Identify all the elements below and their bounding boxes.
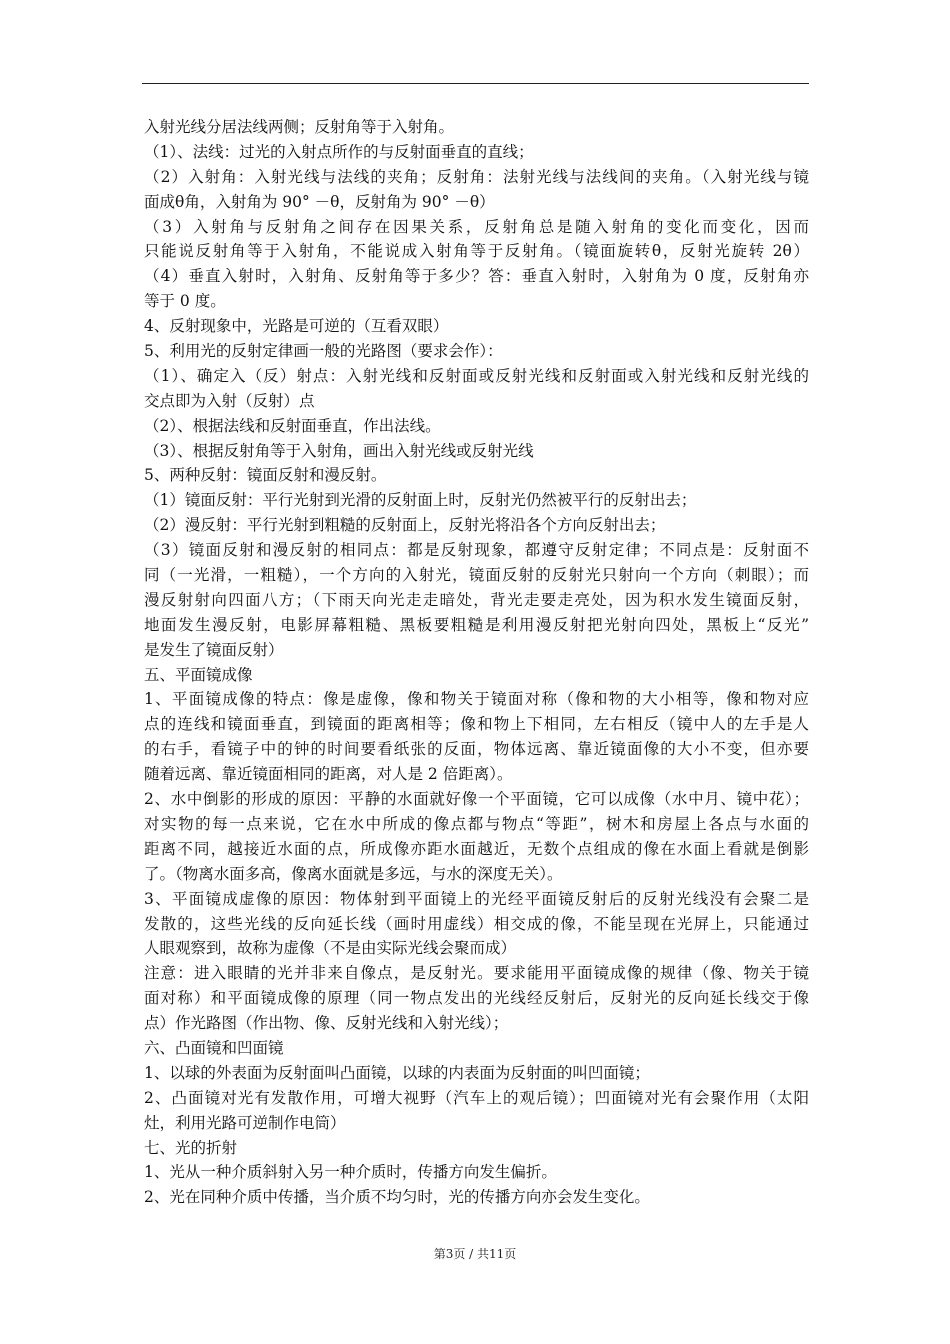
- text-line: 3、平面镜成虚像的原因：物体射到平面镜上的光经平面镜反射后的反射光线没有会聚二是: [144, 889, 809, 908]
- text-line: （3）镜面反射和漫反射的相同点：都是反射现象，都遵守反射定律；不同点是：反射面不: [144, 541, 809, 560]
- text-line: 人眼观察到，故称为虚像（不是由实际光线会聚而成）: [144, 939, 517, 958]
- text-line: （2）、根据法线和反射面垂直，作出法线。: [144, 416, 441, 435]
- text-line: 点）作光路图（作出物、像、反射光线和入射光线）；: [144, 1014, 509, 1033]
- text-line: 入射光线分居法线两侧；反射角等于入射角。: [144, 118, 455, 136]
- page-footer: [0, 1246, 950, 1262]
- text-line: 5、利用光的反射定律画一般的光路图（要求会作）：: [144, 342, 503, 361]
- text-line: 同（一光滑，一粗糙），一个方向的入射光，镜面反射的反射光只射向一个方向（刺眼）；而: [144, 566, 809, 585]
- text-line: 灶，利用光路可逆制作电筒）: [144, 1113, 346, 1132]
- text-line: （2）入射角：入射光线与法线的夹角；反射角：法射光线与法线间的夹角。（入射光线与镜: [144, 167, 809, 186]
- text-line: 点的连线和镜面垂直，到镜面的距离相等；像和物上下相同，左右相反（镜中人的左手是人: [144, 715, 809, 734]
- text-line: 发散的，这些光线的反向延长线（画时用虚线）相交成的像，不能呈现在光屏上，只能通过: [144, 914, 809, 933]
- text-line: 2、光在同种介质中传播，当介质不均匀时，光的传播方向亦会发生变化。: [144, 1188, 650, 1207]
- text-line: 2、水中倒影的形成的原因：平静的水面就好像一个平面镜，它可以成像（水中月、镜中花）；: [144, 790, 809, 809]
- page-number: 第3页 / 共11页: [433, 1247, 517, 1261]
- text-line: 等于 0 度。: [144, 292, 226, 311]
- text-line: 六、凸面镜和凹面镜: [144, 1038, 284, 1057]
- text-line: （3）入射角与反射角之间存在因果关系，反射角总是随入射角的变化而变化，因而: [144, 217, 809, 236]
- text-line: 是发生了镜面反射）: [144, 640, 284, 659]
- text-line: （3）、根据反射角等于入射角，画出入射光线或反射光线: [144, 441, 534, 460]
- text-line: 4、反射现象中，光路是可逆的（互看双眼）: [144, 317, 449, 336]
- text-line: 对实物的每一点来说，它在水中所成的像点都与物点“等距”，树木和房屋上各点与水面的: [144, 814, 809, 833]
- header-rule: [142, 83, 809, 84]
- text-line: 面对称）和平面镜成像的原理（同一物点发出的光线经反射后，反射光的反向延长线交于像: [144, 989, 809, 1008]
- text-line: 注意：进入眼睛的光并非来自像点，是反射光。要求能用平面镜成像的规律（像、物关于镜: [144, 964, 809, 983]
- text-line: 地面发生漫反射，电影屏幕粗糙、黑板要粗糙是利用漫反射把光射向四处，黑板上“反光”: [144, 615, 809, 634]
- text-line: 五、平面镜成像: [144, 665, 253, 684]
- text-line: 了。（物离水面多高，像离水面就是多远，与水的深度无关）。: [144, 864, 563, 883]
- text-line: 漫反射射向四面八方；（下雨天向光走走暗处，背光走要走亮处，因为积水发生镜面反射，: [144, 590, 809, 609]
- text-line: 只能说反射角等于入射角，不能说成入射角等于反射角。（镜面旋转θ，反射光旋转 2θ）: [144, 242, 809, 261]
- text-line: 1、平面镜成像的特点：像是虚像，像和物关于镜面对称（像和物的大小相等，像和物对应: [144, 690, 809, 709]
- text-line: （1）、确定入（反）射点：入射光线和反射面或反射光线和反射面或入射光线和反射光线的: [144, 366, 809, 385]
- text-line: 随着远离、靠近镜面相同的距离，对人是 2 倍距离）。: [144, 765, 513, 784]
- text-line: （1）镜面反射：平行光射到光滑的反射面上时，反射光仍然被平行的反射出去；: [144, 491, 697, 510]
- text-line: （1）、法线：过光的入射点所作的与反射面垂直的直线；: [144, 142, 534, 161]
- document-body: [144, 115, 809, 1210]
- text-line: 距离不同，越接近水面的点，所成像亦距水面越近，无数个点组成的像在水面上看就是倒影: [144, 839, 809, 858]
- text-line: （2）漫反射：平行光射到粗糙的反射面上，反射光将沿各个方向反射出去；: [144, 516, 666, 535]
- text-line: 5、两种反射：镜面反射和漫反射。: [144, 466, 387, 485]
- text-line: 2、凸面镜对光有发散作用，可增大视野（汽车上的观后镜）；凹面镜对光有会聚作用（太阳: [144, 1088, 809, 1107]
- text-line: 的右手，看镜子中的钟的时间要看纸张的反面，物体远离、靠近镜面像的大小不变，但亦要: [144, 740, 809, 759]
- text-line: 交点即为入射（反射）点: [144, 391, 315, 410]
- text-line: （4）垂直入射时，入射角、反射角等于多少？答：垂直入射时，入射角为 0 度，反射角亦: [144, 267, 809, 286]
- text-line: 面成θ角，入射角为 90° －θ，反射角为 90° －θ）: [144, 192, 495, 211]
- text-line: 1、以球的外表面为反射面叫凸面镜，以球的内表面为反射面的叫凹面镜；: [144, 1063, 650, 1082]
- text-line: 1、光从一种介质斜射入另一种介质时，传播方向发生偏折。: [144, 1163, 557, 1182]
- text-line: 七、光的折射: [144, 1138, 238, 1157]
